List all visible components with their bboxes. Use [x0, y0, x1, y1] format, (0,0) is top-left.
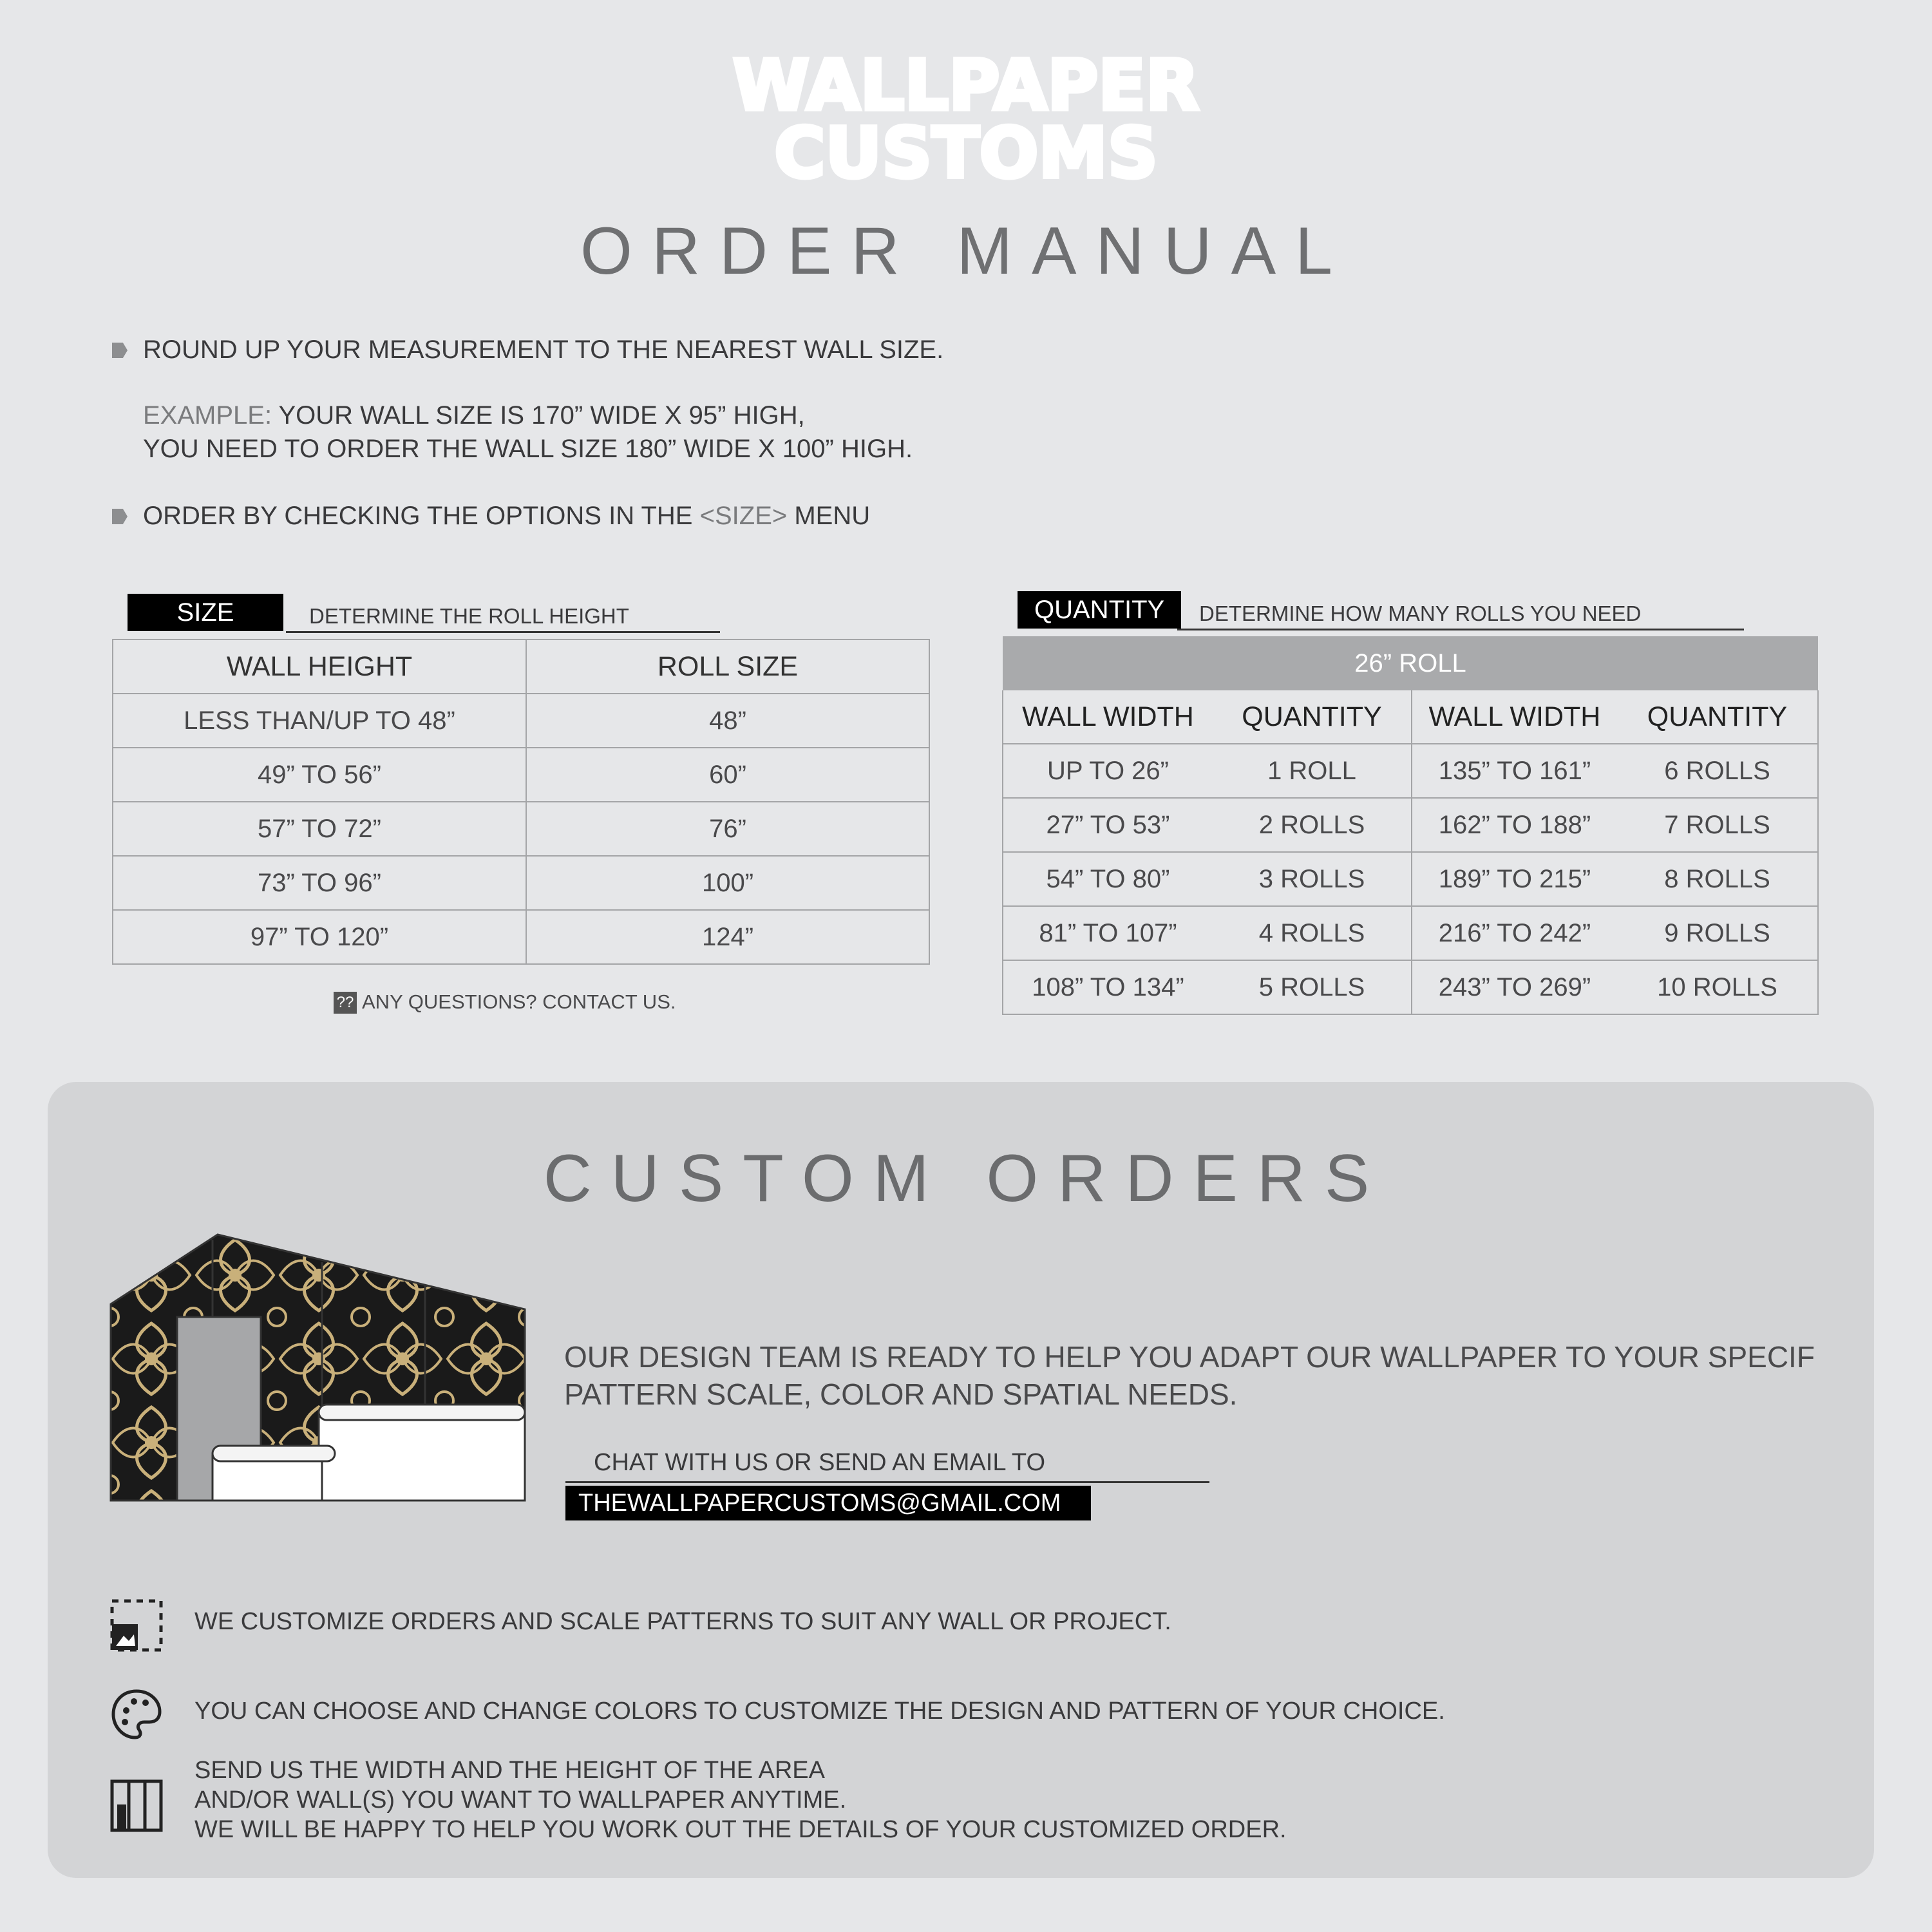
- column-header: WALL HEIGHT: [113, 639, 526, 694]
- table-cell: 1 ROLL: [1213, 744, 1412, 798]
- logo-line1: WALLPAPER: [732, 46, 1200, 126]
- table-cell: 162” TO 188”: [1412, 798, 1617, 852]
- table-cell: 108” TO 134”: [1003, 960, 1213, 1014]
- size-subtitle: DETERMINE THE ROLL HEIGHT: [286, 604, 720, 633]
- logo-line2: CUSTOMS: [774, 113, 1158, 194]
- quantity-subtitle: DETERMINE HOW MANY ROLLS YOU NEED: [1177, 601, 1744, 630]
- wallpaper-room-illustration: [109, 1233, 528, 1504]
- table-cell: UP TO 26”: [1003, 744, 1213, 798]
- table-cell: 8 ROLLS: [1617, 852, 1818, 906]
- palette-icon: [109, 1687, 164, 1741]
- bullet-icon: [112, 509, 128, 524]
- table-cell: 27” TO 53”: [1003, 798, 1213, 852]
- table-cell: 54” TO 80”: [1003, 852, 1213, 906]
- table-header-row: [113, 639, 929, 694]
- table-cell: 100”: [526, 856, 929, 910]
- table-cell: LESS THAN/UP TO 48”: [113, 694, 526, 748]
- table-cell: 48”: [526, 694, 929, 748]
- table-cell: 60”: [526, 748, 929, 802]
- table-cell: 135” TO 161”: [1412, 744, 1617, 798]
- table-row: [1003, 960, 1818, 1014]
- wall-panels-icon: [109, 1779, 164, 1833]
- instruction-order: ORDER BY CHECKING THE OPTIONS IN THE <SIZE> MENU: [143, 502, 871, 530]
- instruction-round-up: ROUND UP YOUR MEASUREMENT TO THE NEAREST WALL SIZE.: [143, 336, 944, 364]
- table-cell: 57” TO 72”: [113, 802, 526, 856]
- table-cell: 2 ROLLS: [1213, 798, 1412, 852]
- example-line-2: YOU NEED TO ORDER THE WALL SIZE 180” WIDE X 100” HIGH.: [143, 435, 913, 463]
- table-row: [1003, 744, 1818, 798]
- table-cell: 124”: [526, 910, 929, 964]
- design-team-text: OUR DESIGN TEAM IS READY TO HELP YOU ADAPT OUR WALLPAPER TO YOUR SPECIF PATTERN SCALE, COLOR AND SPATIAL NEEDS.: [564, 1340, 1815, 1411]
- table-cell: 243” TO 269”: [1412, 960, 1617, 1014]
- feature-measure-text: SEND US THE WIDTH AND THE HEIGHT OF THE AREA AND/OR WALL(S) YOU WANT TO WALLPAPER ANYTIME. WE WILL BE HAPPY TO HELP YOU WORK OUT THE DETAILS OF YOUR CUSTOMIZED ORDER.: [194, 1757, 1287, 1843]
- feature-scale-text: WE CUSTOMIZE ORDERS AND SCALE PATTERNS TO SUIT ANY WALL OR PROJECT.: [194, 1608, 1171, 1635]
- table-row: [113, 748, 929, 802]
- table-cell: 216” TO 242”: [1412, 906, 1617, 960]
- table-cell: 189” TO 215”: [1412, 852, 1617, 906]
- brand-logo: [732, 32, 1200, 206]
- size-table: [112, 639, 930, 965]
- table-row: [113, 910, 929, 964]
- roll-width-header: 26” ROLL: [1003, 636, 1818, 690]
- column-header: QUANTITY: [1213, 690, 1412, 744]
- table-cell: 4 ROLLS: [1213, 906, 1412, 960]
- table-row: [113, 856, 929, 910]
- example-line-1: EXAMPLE: YOUR WALL SIZE IS 170” WIDE X 95” HIGH,: [143, 401, 805, 430]
- column-header: WALL WIDTH: [1003, 690, 1213, 744]
- question-icon: ??: [334, 992, 357, 1014]
- resize-image-icon: [109, 1598, 164, 1653]
- bullet-icon: [112, 343, 128, 358]
- table-cell: 81” TO 107”: [1003, 906, 1213, 960]
- table-cell: 9 ROLLS: [1617, 906, 1818, 960]
- divider: [565, 1481, 1209, 1483]
- table-cell: 6 ROLLS: [1617, 744, 1818, 798]
- feature-colors-text: YOU CAN CHOOSE AND CHANGE COLORS TO CUSTOMIZE THE DESIGN AND PATTERN OF YOUR CHOICE.: [194, 1698, 1445, 1725]
- column-header: ROLL SIZE: [526, 639, 929, 694]
- table-cell: 97” TO 120”: [113, 910, 526, 964]
- table-cell: 7 ROLLS: [1617, 798, 1818, 852]
- table-row: [113, 802, 929, 856]
- column-header: QUANTITY: [1617, 690, 1818, 744]
- table-row: [113, 694, 929, 748]
- table-cell: 3 ROLLS: [1213, 852, 1412, 906]
- table-row: [1003, 906, 1818, 960]
- column-header: WALL WIDTH: [1412, 690, 1617, 744]
- email-link[interactable]: THEWALLPAPERCUSTOMS@GMAIL.COM: [565, 1486, 1091, 1520]
- page-title: ORDER MANUAL: [580, 214, 1352, 289]
- contact-link[interactable]: ?? ANY QUESTIONS? CONTACT US.: [334, 990, 676, 1014]
- chat-label: CHAT WITH US OR SEND AN EMAIL TO: [594, 1449, 1045, 1476]
- table-cell: 10 ROLLS: [1617, 960, 1818, 1014]
- table-cell: 49” TO 56”: [113, 748, 526, 802]
- table-row: [1003, 798, 1818, 852]
- table-cell: 5 ROLLS: [1213, 960, 1412, 1014]
- quantity-table: [1002, 636, 1819, 1015]
- table-header-row: [1003, 690, 1818, 744]
- table-cell: 76”: [526, 802, 929, 856]
- custom-orders-title: CUSTOM ORDERS: [543, 1141, 1389, 1216]
- table-row: [1003, 852, 1818, 906]
- table-cell: 73” TO 96”: [113, 856, 526, 910]
- quantity-tag: QUANTITY: [1018, 591, 1181, 629]
- size-tag: SIZE: [128, 594, 283, 631]
